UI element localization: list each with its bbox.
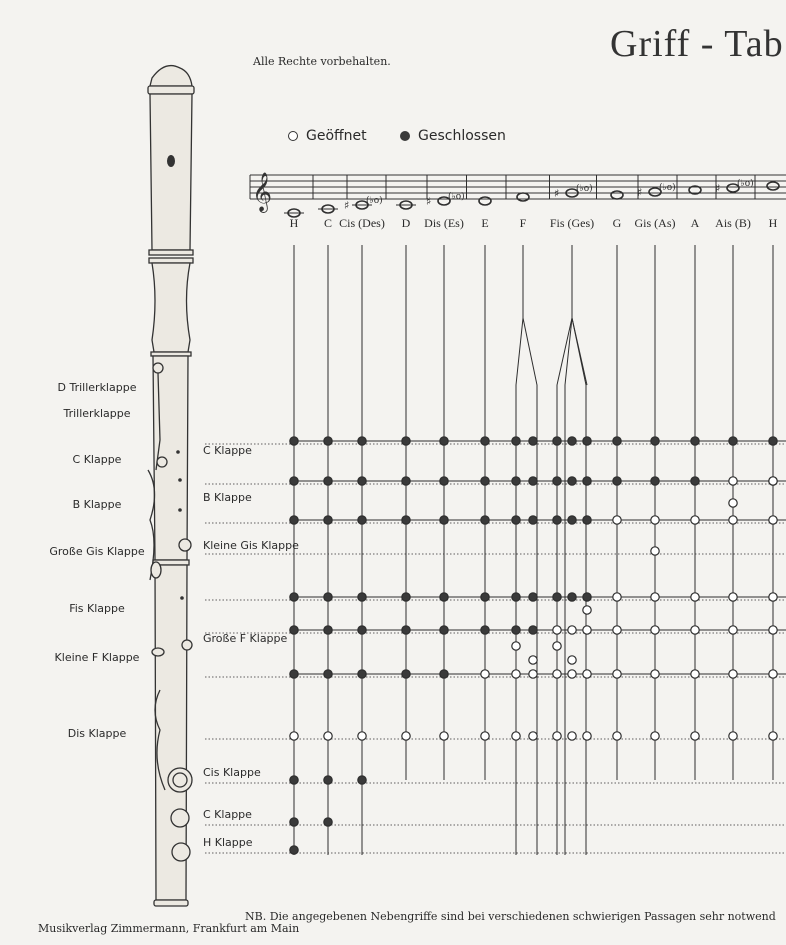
closed-hole-icon: [440, 626, 448, 634]
open-hole-icon: [769, 670, 777, 678]
open-hole-icon: [769, 732, 777, 740]
key-label-right: Cis Klappe: [203, 766, 261, 779]
open-hole-icon: [729, 499, 737, 507]
closed-hole-icon: [512, 516, 520, 524]
publisher-credit: Musikverlag Zimmermann, Frankfurt am Main: [38, 922, 300, 935]
closed-hole-icon: [440, 437, 448, 445]
key-label-right: C Klappe: [203, 808, 252, 821]
closed-hole-icon: [290, 846, 298, 854]
staff-note: [637, 182, 676, 199]
open-hole-icon: [583, 732, 591, 740]
note-label: Cis (Des): [339, 216, 385, 230]
closed-hole-icon: [402, 477, 410, 485]
key-label-left: B Klappe: [72, 498, 122, 511]
closed-hole-icon: [553, 593, 561, 601]
key-label-right: Große F Klappe: [203, 632, 288, 645]
staff-note: [318, 205, 338, 213]
rights-notice: Alle Rechte vorbehalten.: [253, 55, 391, 68]
key-label-left: Fis Klappe: [69, 602, 125, 615]
open-hole-icon: [481, 732, 489, 740]
closed-hole-icon: [324, 670, 332, 678]
closed-hole-icon: [553, 477, 561, 485]
open-hole-icon: [553, 670, 561, 678]
closed-hole-icon: [290, 593, 298, 601]
closed-hole-icon: [440, 477, 448, 485]
closed-hole-icon: [512, 626, 520, 634]
open-hole-icon: [358, 732, 366, 740]
open-hole-icon: [553, 626, 561, 634]
footnote: NB. Die angegebenen Nebengriffe sind bei verschiedenen schwierigen Passagen sehr notwend: [245, 910, 776, 923]
open-hole-icon: [651, 547, 659, 555]
closed-hole-icon: [324, 626, 332, 634]
closed-hole-icon: [729, 437, 737, 445]
staff-note: [611, 191, 623, 199]
open-hole-icon: [691, 593, 699, 601]
closed-hole-icon: [440, 593, 448, 601]
flat-alternative: (♭o): [366, 196, 383, 206]
open-hole-icon: [729, 477, 737, 485]
open-hole-icon: [568, 626, 576, 634]
closed-hole-icon: [358, 626, 366, 634]
open-hole-icon: [512, 642, 520, 650]
closed-hole-icon: [324, 593, 332, 601]
closed-hole-icon: [324, 818, 332, 826]
open-hole-icon: [769, 626, 777, 634]
fingering-column: [516, 245, 537, 855]
open-hole-icon: [553, 642, 561, 650]
open-hole-icon: [512, 670, 520, 678]
closed-hole-icon: [402, 437, 410, 445]
open-hole-icon: [613, 626, 621, 634]
closed-hole-icon: [358, 670, 366, 678]
closed-hole-icon: [290, 437, 298, 445]
open-hole-icon: [583, 626, 591, 634]
closed-hole-icon: [583, 477, 591, 485]
closed-hole-icon: [583, 437, 591, 445]
legend-closed-label: Geschlossen: [418, 128, 506, 144]
closed-hole-icon: [651, 437, 659, 445]
closed-hole-icon: [553, 516, 561, 524]
open-hole-icon: [512, 732, 520, 740]
key-label-right: C Klappe: [203, 444, 252, 457]
closed-hole-icon: [440, 670, 448, 678]
closed-hole-icon: [290, 516, 298, 524]
closed-hole-icon: [324, 516, 332, 524]
key-label-left: D Trillerklappe: [57, 381, 137, 394]
closed-hole-icon: [290, 670, 298, 678]
closed-hole-icon: [651, 477, 659, 485]
note-label: Ais (B): [715, 216, 751, 230]
open-hole-icon: [529, 656, 537, 664]
page-title: Griff - Tab: [610, 23, 784, 65]
staff-note: [554, 183, 593, 200]
closed-hole-icon: [402, 593, 410, 601]
staff-note: [517, 193, 529, 201]
staff-note: [396, 201, 416, 209]
note-label: Fis (Ges): [549, 216, 595, 230]
open-hole-icon: [729, 732, 737, 740]
open-hole-icon: [691, 516, 699, 524]
open-hole-icon: [290, 732, 298, 740]
closed-hole-icon: [568, 516, 576, 524]
open-hole-icon: [729, 670, 737, 678]
key-label-right: H Klappe: [203, 836, 253, 849]
legend-open-label: Geöffnet: [306, 128, 367, 144]
staff-note: [479, 197, 491, 205]
closed-hole-icon: [402, 670, 410, 678]
closed-hole-icon: [324, 776, 332, 784]
open-hole-icon: [691, 670, 699, 678]
note-label: H: [289, 216, 299, 230]
closed-hole-icon: [568, 477, 576, 485]
flat-alternative: (♭o): [659, 183, 676, 193]
closed-hole-icon: [481, 516, 489, 524]
closed-hole-icon: [358, 477, 366, 485]
closed-hole-icon: [358, 593, 366, 601]
note-label: C: [323, 216, 333, 230]
open-hole-icon: [529, 670, 537, 678]
closed-hole-icon: [512, 437, 520, 445]
closed-hole-icon: [358, 776, 366, 784]
open-hole-icon: [553, 732, 561, 740]
open-hole-icon: [613, 732, 621, 740]
open-hole-icon: [769, 477, 777, 485]
staff-note: [344, 195, 383, 212]
note-label: D: [401, 216, 411, 230]
note-label: G: [612, 216, 622, 230]
open-hole-icon: [729, 626, 737, 634]
open-hole-icon: [613, 593, 621, 601]
closed-hole-icon: [512, 477, 520, 485]
key-label-left: C Klappe: [72, 453, 122, 466]
closed-hole-icon: [691, 477, 699, 485]
open-hole-icon: [583, 606, 591, 614]
open-hole-icon: [729, 593, 737, 601]
open-hole-icon: [481, 670, 489, 678]
closed-hole-icon: [290, 626, 298, 634]
closed-hole-icon: [324, 477, 332, 485]
open-hole-icon: [583, 670, 591, 678]
closed-hole-icon: [402, 626, 410, 634]
open-hole-icon: [769, 593, 777, 601]
closed-hole-icon: [290, 818, 298, 826]
closed-hole-icon: [512, 593, 520, 601]
closed-hole-icon: [290, 776, 298, 784]
closed-hole-icon: [613, 477, 621, 485]
accidental-sign: ♯: [344, 199, 350, 212]
open-hole-icon: [651, 732, 659, 740]
closed-hole-icon: [568, 437, 576, 445]
flat-alternative: (♭o): [737, 179, 754, 189]
treble-clef-icon: 𝄞: [252, 172, 273, 212]
open-hole-icon: [568, 656, 576, 664]
closed-hole-icon: [691, 437, 699, 445]
open-hole-icon: [324, 732, 332, 740]
note-label: A: [690, 216, 700, 230]
key-label-left: Große Gis Klappe: [49, 545, 145, 558]
closed-hole-icon: [481, 437, 489, 445]
note-label: E: [481, 216, 489, 230]
flat-alternative: (♭o): [576, 184, 593, 194]
closed-hole-icon: [613, 437, 621, 445]
closed-hole-icon: [358, 516, 366, 524]
accidental-sign: ♯: [715, 182, 721, 195]
closed-hole-icon: [529, 437, 537, 445]
open-hole-icon: [651, 516, 659, 524]
closed-hole-icon: [769, 437, 777, 445]
note-label: F: [519, 216, 527, 230]
closed-hole-icon: [529, 626, 537, 634]
key-label-left: Kleine F Klappe: [54, 651, 140, 664]
closed-hole-icon: [481, 593, 489, 601]
flute-illustration: [148, 66, 194, 906]
open-hole-icon: [651, 670, 659, 678]
closed-hole-icon: [481, 477, 489, 485]
closed-hole-icon: [568, 593, 576, 601]
closed-hole-icon: [481, 626, 489, 634]
closed-hole-icon: [290, 477, 298, 485]
key-label-right: B Klappe: [203, 491, 252, 504]
open-hole-icon: [613, 516, 621, 524]
open-hole-icon: [568, 670, 576, 678]
staff-note: [767, 182, 779, 190]
closed-hole-icon: [440, 516, 448, 524]
open-hole-icon: [729, 516, 737, 524]
open-hole-icon: [651, 593, 659, 601]
open-hole-icon: [691, 732, 699, 740]
open-hole-icon: [691, 626, 699, 634]
key-label-left: Trillerklappe: [63, 407, 131, 420]
note-label: Gis (As): [634, 216, 676, 230]
closed-hole-icon: [583, 593, 591, 601]
open-hole-icon: [568, 732, 576, 740]
key-label-left: Dis Klappe: [67, 727, 127, 740]
open-hole-icon: [529, 732, 537, 740]
open-hole-icon: [440, 732, 448, 740]
note-label: Dis (Es): [424, 216, 464, 230]
closed-hole-icon: [583, 516, 591, 524]
open-hole-icon: [402, 732, 410, 740]
closed-hole-icon: [553, 437, 561, 445]
closed-hole-icon: [358, 437, 366, 445]
accidental-sign: ♯: [554, 187, 560, 200]
closed-hole-icon: [324, 437, 332, 445]
accidental-sign: ♯: [637, 186, 643, 199]
open-hole-icon: [769, 516, 777, 524]
open-hole-icon: [613, 670, 621, 678]
key-label-right: Kleine Gis Klappe: [203, 539, 299, 552]
closed-hole-icon: [402, 516, 410, 524]
closed-hole-icon: [529, 516, 537, 524]
closed-hole-icon: [529, 477, 537, 485]
closed-hole-icon: [529, 593, 537, 601]
open-hole-icon: [651, 626, 659, 634]
flat-alternative: (♭o): [448, 192, 465, 202]
accidental-sign: ♯: [426, 195, 432, 208]
note-label: H: [768, 216, 778, 230]
